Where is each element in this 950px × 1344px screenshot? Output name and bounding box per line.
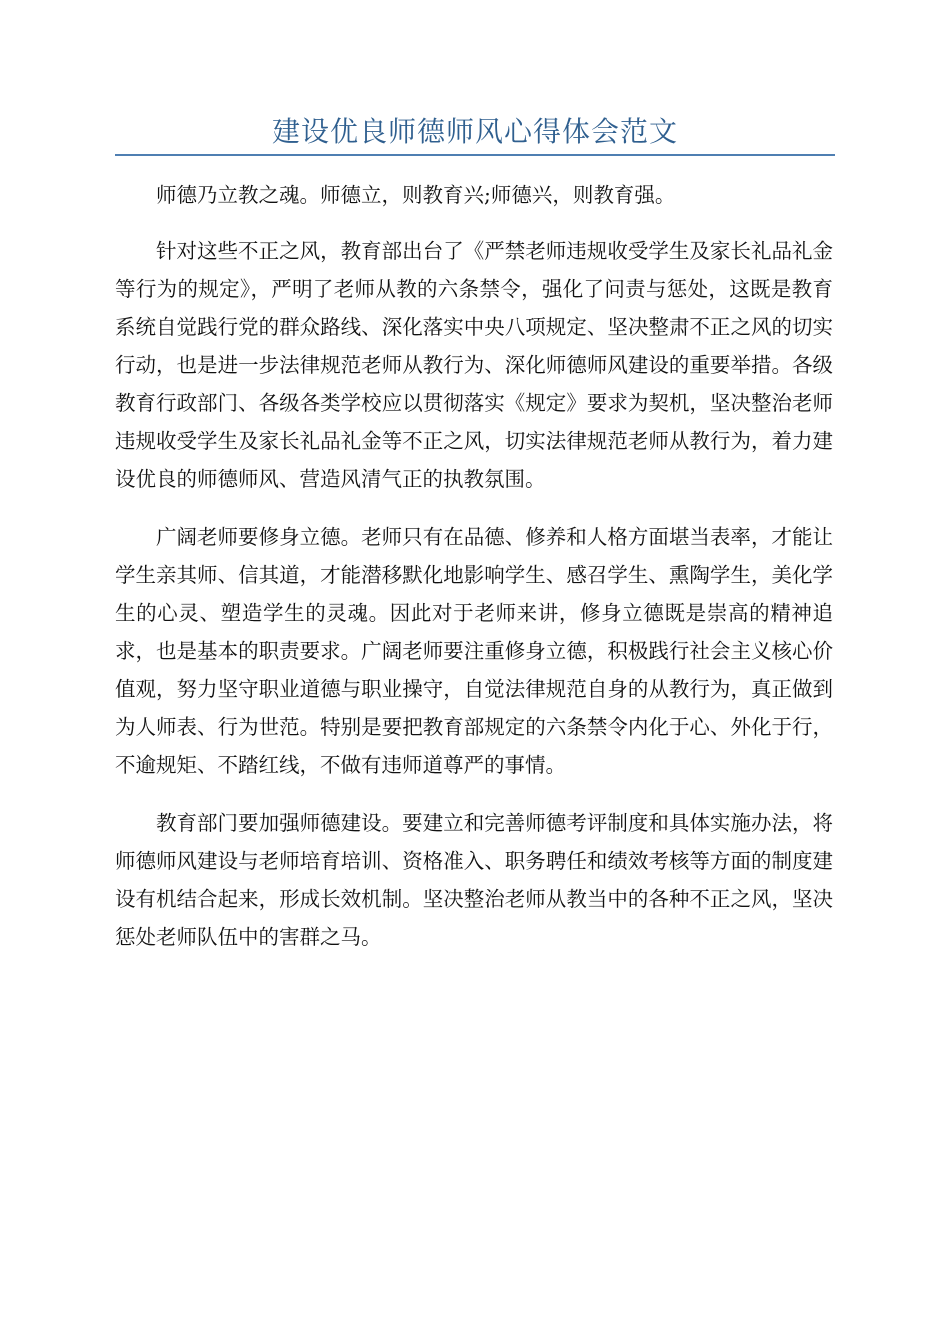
title-underline <box>115 154 835 156</box>
paragraph-2: 针对这些不正之风，教育部出台了《严禁老师违规收受学生及家长礼品礼金等行为的规定》，严明了老师从教的六条禁令，强化了问责与惩处，这既是教育系统自觉践行党的群众路线、深化落实中央八项规定、坚决整肃不正之风的切实行动，也是进一步法律规范老师从教行为、深化师德师风建设的重要举措。各级教育行政部门、各级各类学校应以贯彻落实《规定》要求为契机，坚决整治老师违规收受学生及家长礼品礼金等不正之风，切实法律规范老师从教行为，着力建设优良的师德师风、营造风清气正的执教氛围。 <box>115 239 833 491</box>
paragraph-1: 师德乃立教之魂。师德立，则教育兴;师德兴，则教育强。 <box>156 183 676 207</box>
document-body <box>115 176 833 976</box>
document-title: 建设优良师德师风心得体会范文 <box>271 115 678 148</box>
paragraph-3: 广阔老师要修身立德。老师只有在品德、修养和人格方面堪当表率，才能让学生亲其师、信其道，才能潜移默化地影响学生、感召学生、熏陶学生，美化学生的心灵、塑造学生的灵魂。因此对于老师来讲，修身立德既是崇高的精神追求，也是基本的职责要求。广阔老师要注重修身立德，积极践行社会主义核心价值观，努力坚守职业道德与职业操守，自觉法律规范自身的从教行为，真正做到为人师表、行为世范。特别是要把教育部规定的六条禁令内化于心、外化于行，不逾规矩、不踏红线，不做有违师道尊严的事情。 <box>115 525 833 777</box>
paragraph-4: 教育部门要加强师德建设。要建立和完善师德考评制度和具体实施办法，将师德师风建设与老师培育培训、资格准入、职务聘任和绩效考核等方面的制度建设有机结合起来，形成长效机制。坚决整治老师从教当中的各种不正之风，坚决惩处老师队伍中的害群之马。 <box>115 811 833 949</box>
